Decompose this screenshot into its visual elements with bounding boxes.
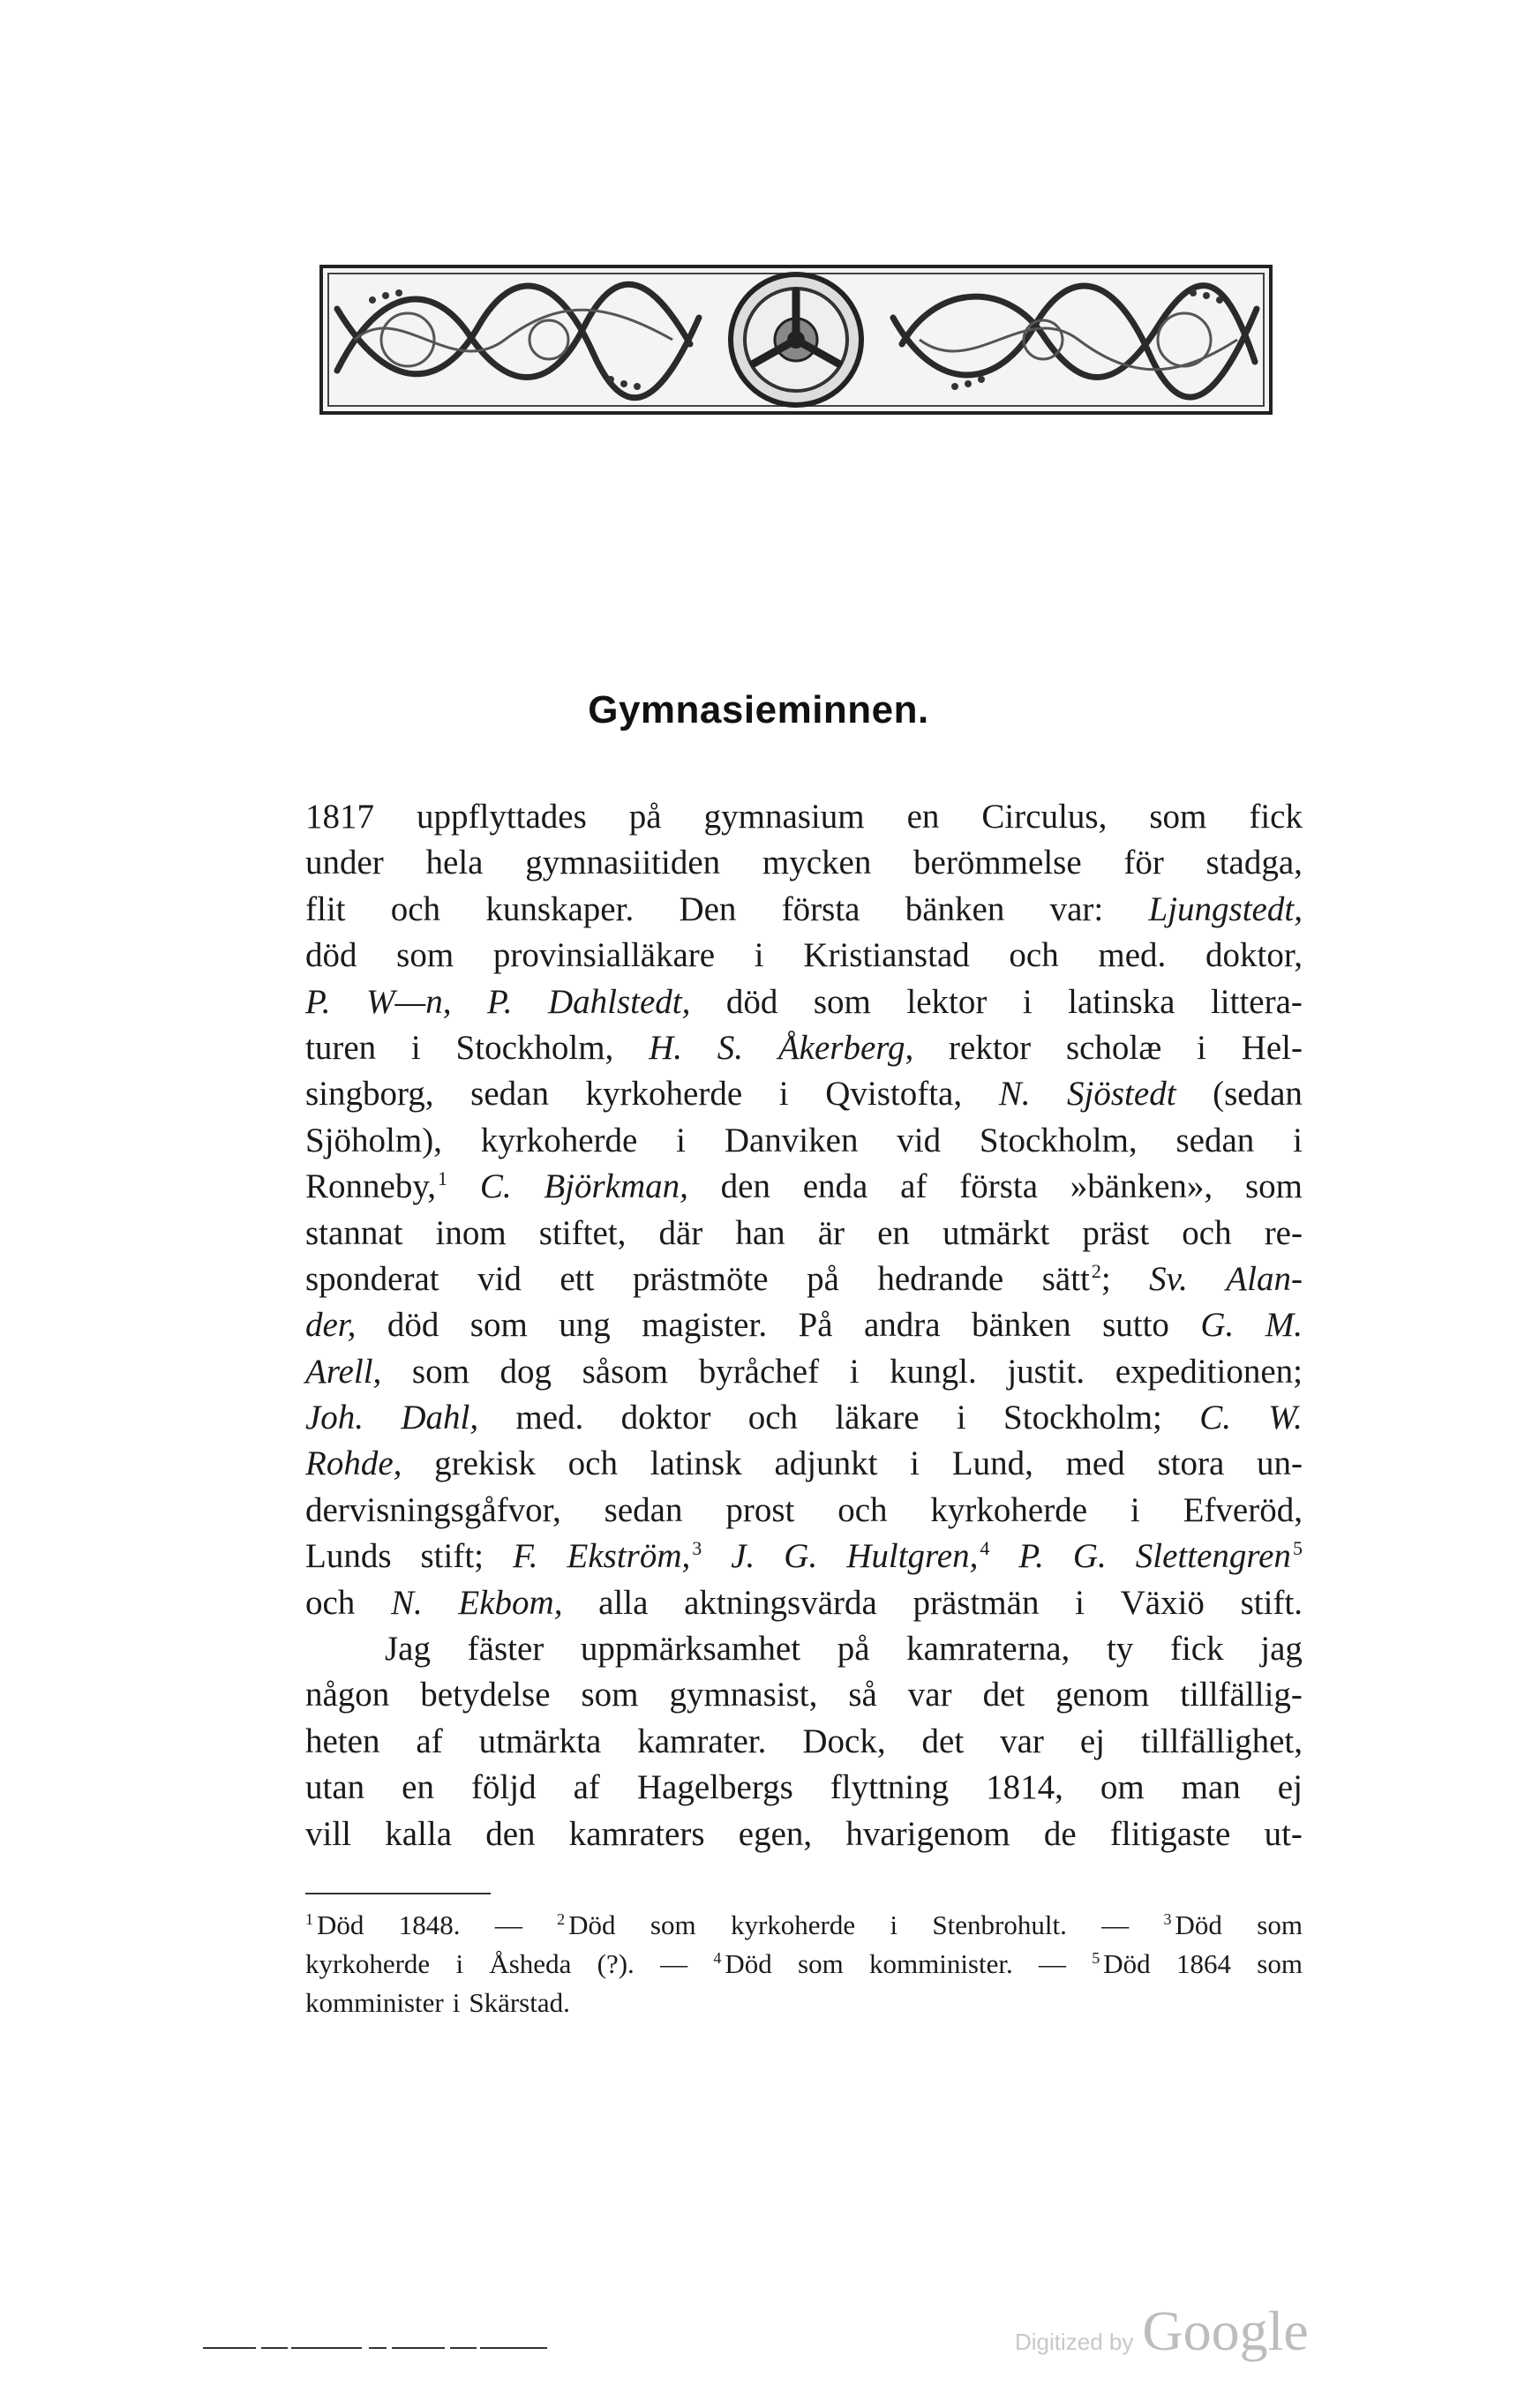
footnote-ref: 4 xyxy=(980,1537,990,1560)
footnote-ref: 2 xyxy=(1091,1259,1101,1282)
text-line: turen i Stockholm, H. S. Åkerberg, rektor scholæ i Hel- xyxy=(305,1028,1303,1067)
text-line: heten af utmärkta kamrater. Dock, det var ej tillfällighet, xyxy=(305,1722,1303,1760)
text-line: Lunds stift; F. Ekström,$^3$ J. G. Hultgren,$^4$ P. G. Slettengren$^5$ xyxy=(305,1537,1303,1576)
text-line: vill kalla den kamraters egen, hvarigenom de flitigaste ut- xyxy=(305,1814,1303,1853)
body-text xyxy=(305,794,1303,1857)
text-line: under hela gymnasiitiden mycken berömmelse för stadga, xyxy=(305,844,1303,882)
text-line: flit och kunskaper. Den första bänken var: Ljungstedt, xyxy=(305,889,1303,928)
text-line: singborg, sedan kyrkoherde i Qvistofta, N. Sjöstedt (sedan xyxy=(305,1075,1303,1114)
footnote-line: komminister i Skärstad. xyxy=(305,1987,570,2018)
text-line: P. W—n, P. Dahlstedt, död som lektor i latinska littera- xyxy=(305,982,1303,1021)
text-line: 1817 uppflyttades på gymnasium en Circulus, som fick xyxy=(305,798,1303,836)
text-line: stannat inom stiftet, där han är en utmärkt präst och re- xyxy=(305,1213,1303,1252)
scan-edge-mark xyxy=(203,2345,547,2351)
footnote-line: kyrkoherde i Åsheda (?). — $^4$ Död som komminister. — $^5$ Död 1864 som xyxy=(305,1948,1303,1979)
text-line: någon betydelse som gymnasist, så var det genom tillfällig- xyxy=(305,1676,1303,1714)
text-line: sponderat vid ett prästmöte på hedrande sätt$^2$; Sv. Alan- xyxy=(305,1259,1303,1298)
ornamental-headpiece-icon xyxy=(319,265,1273,415)
footnote-ref: 3 xyxy=(692,1537,702,1560)
text-line: Rohde, grekisk och latinsk adjunkt i Lund, med stora un- xyxy=(305,1444,1303,1483)
footnotes xyxy=(305,1906,1303,2022)
text-line: Ronneby,$^1$ C. Björkman, den enda af första »bänken», som xyxy=(305,1167,1303,1206)
text-line: Jag fäster uppmärksamhet på kamraterna, ty fick jag xyxy=(385,1630,1303,1669)
google-logo: Google xyxy=(1142,2299,1309,2362)
text-line: Sjöholm), kyrkoherde i Danviken vid Stockholm, sedan i xyxy=(305,1121,1303,1159)
footnote-divider xyxy=(305,1893,491,1894)
text-line: dervisningsgåfvor, sedan prost och kyrkoherde i Efveröd, xyxy=(305,1490,1303,1529)
footnote-line: $^1$ Död 1848. — $^2$ Död som kyrkoherde i Stenbrohult. — $^3$ Död som xyxy=(305,1909,1303,1940)
page-title: Gymnasieminnen. xyxy=(588,688,929,731)
text-line: död som provinsialläkare i Kristianstad och med. doktor, xyxy=(305,936,1303,975)
watermark-prefix: Digitized by xyxy=(1015,2329,1134,2355)
text-line: och N. Ekbom, alla aktningsvärda prästmän i Växiö stift. xyxy=(305,1583,1303,1622)
text-line: Joh. Dahl, med. doktor och läkare i Stockholm; C. W. xyxy=(305,1399,1303,1437)
footnote-ref: 5 xyxy=(1292,1537,1303,1560)
footnote-ref: 1 xyxy=(438,1167,448,1190)
text-line: Arell, som dog såsom byråchef i kungl. justit. expeditionen; xyxy=(305,1352,1303,1391)
digitized-watermark xyxy=(1015,2299,1309,2360)
text-line: der, död som ung magister. På andra bänken sutto G. M. xyxy=(305,1306,1303,1345)
text-line: utan en följd af Hagelbergs flyttning 1814, om man ej xyxy=(305,1768,1303,1807)
